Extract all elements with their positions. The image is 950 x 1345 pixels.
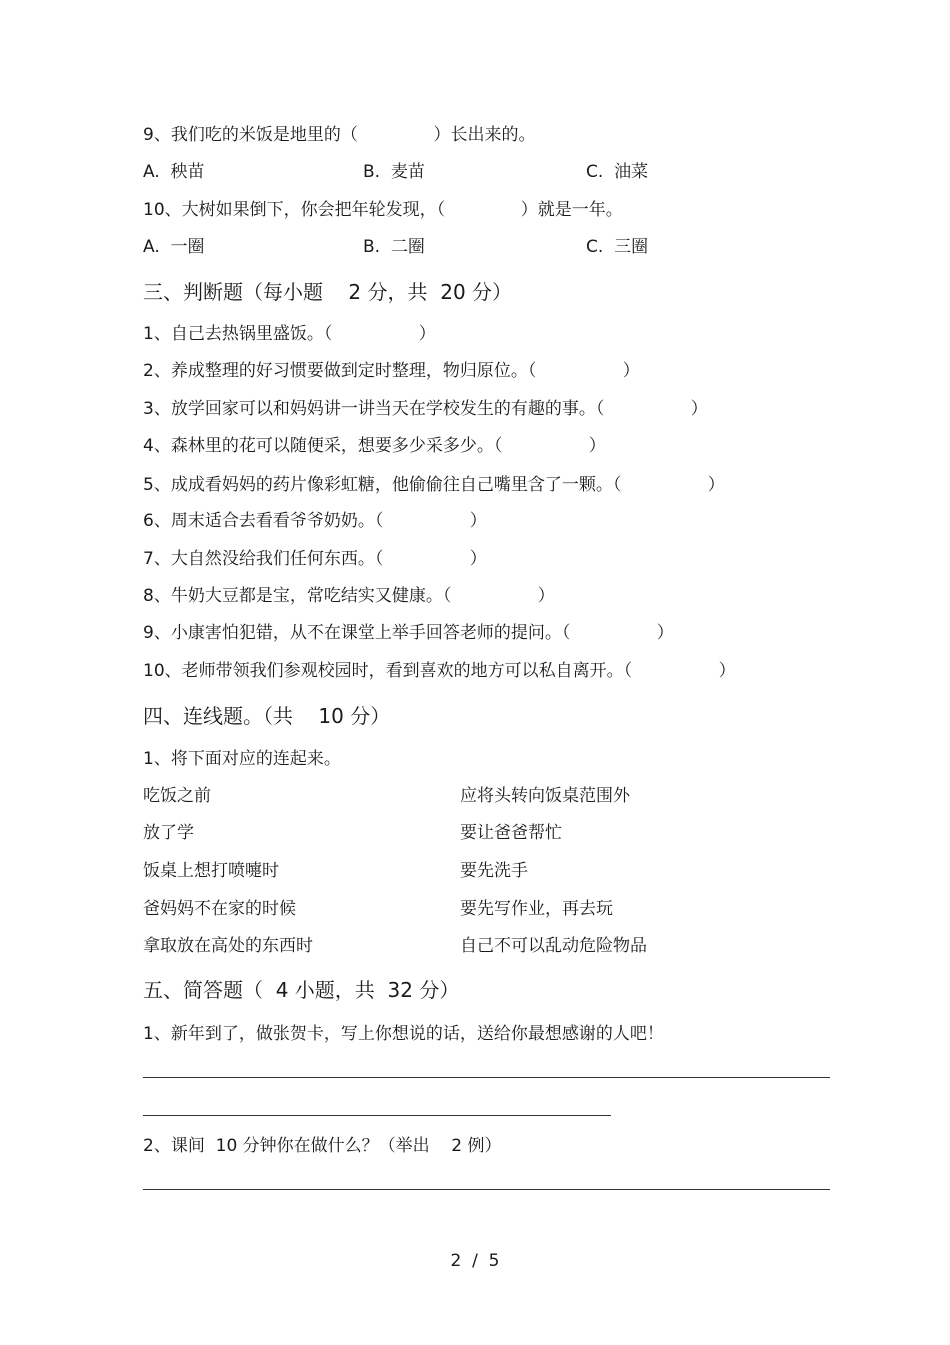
option-b: B. 麦苗 <box>363 162 425 182</box>
match-right-1: 应将头转向饭桌范围外 <box>460 786 630 806</box>
answer-line[interactable] <box>143 1077 830 1078</box>
tf-item-2: 2、养成整理的好习惯要做到定时整理，物归原位。（ ） <box>143 361 640 381</box>
tf-item-9: 9、小康害怕犯错，从不在课堂上举手回答老师的提问。（ ） <box>143 623 674 643</box>
tf-item-1: 1、自己去热锅里盛饭。（ ） <box>143 324 436 344</box>
option-a: A. 秧苗 <box>143 162 205 182</box>
match-right-2: 要让爸爸帮忙 <box>460 823 562 843</box>
page-number: 2 / 5 <box>450 1251 500 1271</box>
section-3-heading: 三、判断题（每小题 2 分，共 20 分） <box>143 280 513 304</box>
match-left-5: 拿取放在高处的东西时 <box>143 936 313 956</box>
match-right-3: 要先洗手 <box>460 861 528 881</box>
option-c: C. 三圈 <box>586 237 649 257</box>
tf-item-6: 6、周末适合去看看爷爷奶奶。（ ） <box>143 511 487 531</box>
match-right-4: 要先写作业，再去玩 <box>460 899 613 919</box>
tf-item-10: 10、老师带领我们参观校园时，看到喜欢的地方可以私自离开。（ ） <box>143 661 736 681</box>
match-left-2: 放了学 <box>143 823 194 843</box>
option-c: C. 油菜 <box>586 162 649 182</box>
tf-item-3: 3、放学回家可以和妈妈讲一讲当天在学校发生的有趣的事。（ ） <box>143 399 708 419</box>
match-left-3: 饭桌上想打喷嚏时 <box>143 861 279 881</box>
answer-line[interactable] <box>143 1115 611 1116</box>
tf-item-5: 5、成成看妈妈的药片像彩虹糖，他偷偷往自己嘴里含了一颗。（ ） <box>143 475 725 495</box>
match-left-4: 爸妈妈不在家的时候 <box>143 899 296 919</box>
answer-line[interactable] <box>143 1189 830 1190</box>
tf-item-8: 8、牛奶大豆都是宝，常吃结实又健康。（ ） <box>143 586 555 606</box>
match-right-5: 自己不可以乱动危险物品 <box>460 936 647 956</box>
tf-item-7: 7、大自然没给我们任何东西。（ ） <box>143 549 487 569</box>
option-a: A. 一圈 <box>143 237 205 257</box>
section-5-heading: 五、简答题（ 4 小题，共 32 分） <box>143 978 460 1002</box>
short-answer-1: 1、新年到了，做张贺卡，写上你想说的话，送给你最想感谢的人吧！ <box>143 1024 664 1044</box>
section-4-heading: 四、连线题。（共 10 分） <box>143 704 391 728</box>
question-10: 10、大树如果倒下，你会把年轮发现，（ ）就是一年。 <box>143 200 623 220</box>
short-answer-2: 2、课间 10 分钟你在做什么？（举出 2 例） <box>143 1136 502 1156</box>
option-b: B. 二圈 <box>363 237 425 257</box>
match-left-1: 吃饭之前 <box>143 786 211 806</box>
matching-instruction: 1、将下面对应的连起来。 <box>143 749 341 769</box>
question-9: 9、我们吃的米饭是地里的（ ）长出来的。 <box>143 125 536 145</box>
tf-item-4: 4、森林里的花可以随便采，想要多少采多少。（ ） <box>143 436 606 456</box>
